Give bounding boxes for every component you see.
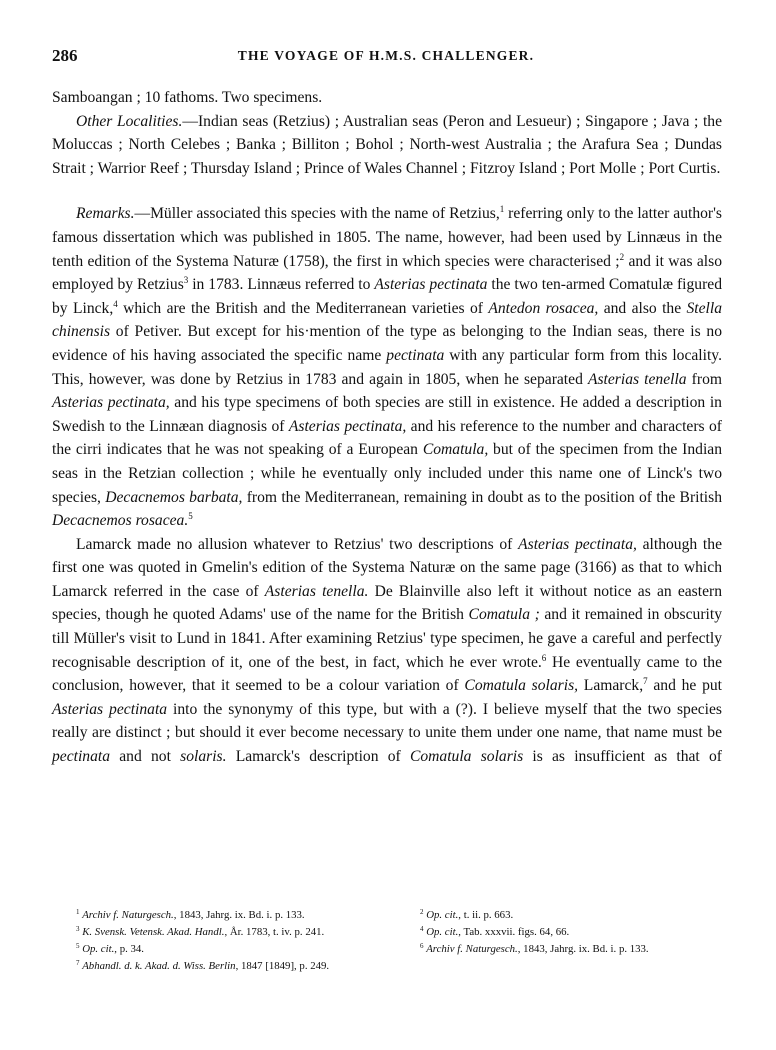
paragraph-gap <box>52 180 722 202</box>
footnote: $^4$ Op. cit., Tab. xxxvii. figs. 64, 66. <box>420 925 570 938</box>
remarks-label: Remarks. <box>76 205 135 223</box>
footnote: $^5$ Op. cit., p. 34. <box>76 942 144 955</box>
other-localities-paragraph: Other Localities.—Indian seas (Retzius) ; Australian seas (Peron and Lesueur) ; Singapore ; Java ; the Moluccas ; North Celebes ; Banka ; Billiton ; Bohol ; North-west Australia ; the Arafura Sea ; Dundas Strait ; Warrior Reef ; Thursday Island ; Prince of Wales Channel ; Fitzroy Island ; Port Molle ; Port Curtis. <box>52 112 722 177</box>
page-header <box>52 46 720 70</box>
footnote-row <box>76 941 736 958</box>
footnote: $^7$ Abhandl. d. k. Akad. d. Wiss. Berlin, 1847 [1849], p. 249. <box>76 959 330 972</box>
localities-line: Samboangan ; 10 fathoms. Two specimens. <box>52 89 323 106</box>
footnote: $^3$ K. Svensk. Vetensk. Akad. Handl., År. 1783, t. iv. p. 241. <box>76 925 325 938</box>
footnote-row <box>76 924 736 941</box>
footnote: $^2$ Op. cit., t. ii. p. 663. <box>420 908 514 921</box>
footnote-ref: 4 <box>113 298 118 309</box>
page-number: 286 <box>52 46 78 65</box>
other-localities-label: Other Localities. <box>76 112 183 130</box>
footnote-row <box>76 958 736 975</box>
footnote: $^6$ Archiv f. Naturgesch., 1843, Jahrg. ix. Bd. i. p. 133. <box>420 942 649 955</box>
footnote-ref: 7 <box>643 676 648 687</box>
footnote-ref: 1 <box>499 204 505 215</box>
footnote-row <box>76 907 736 924</box>
footnote: $^1$ Archiv f. Naturgesch., 1843, Jahrg. ix. Bd. i. p. 133. <box>76 908 305 921</box>
remarks-paragraph: Remarks.—Müller associated this species with the name of Retzius,$^1$ referring only to the latter author's famous dissertation which was published in 1805. The name, however, had been used by Linnæus in the tenth edition of the Systema Naturæ (1758), the first in which species were characterised ;$^2$ and it was also employed by Retzius$^3$ in 1783. Linnæus referred to Asterias pectinata the two ten-armed Comatulæ figured by Linck,$^4$ which are the British and the Mediterranean varieties of Antedon rosacea, and also the Stella chinensis of Petiver. But except for his·mention of the type as belonging to the Indian seas, there is no evidence of his having associated the specific name pectinata with any particular form from this locality. This, however, was done by Retzius in 1783 and again in 1805, when he separated Asterias tenella from Asterias pectinata, and his type specimens of both species are still in existence. He added a description in Swedish to the Linnæan diagnosis of Asterias pectinata, and his reference to the number and characters of the cirri indicates that he was not speaking of a European Comatula, but of the specimen from the Indian seas in the Retzian collection ; while he eventually only included under this name one of Linck's two species, Decacnemos barbata, from the Mediterranean, remaining in doubt as to the position of the British Decacnemos rosacea.$^5$ <box>52 204 723 530</box>
footnotes <box>76 907 736 975</box>
footnote-ref: 5 <box>188 511 193 522</box>
footnote-ref: 2 <box>619 251 625 262</box>
main-text <box>52 86 722 769</box>
footnote-ref: 6 <box>541 652 547 663</box>
running-title: THE VOYAGE OF H.M.S. CHALLENGER. <box>237 48 535 63</box>
lamarck-paragraph: Lamarck made no allusion whatever to Retzius' two descriptions of Asterias pectinata, although the first one was quoted in Gmelin's edition of the Systema Naturæ on the same page (3166) as that to which Lamarck referred in the case of Asterias tenella. De Blainville also left it without notice as an eastern species, though he quoted Adams' use of the name for the British Comatula ; and it remained in obscurity till Müller's visit to Lund in 1841. After examining Retzius' type specimen, he gave a careful and perfectly recognisable description of it, one of the best, in fact, which he ever wrote.$^6$ He eventually came to the conclusion, however, that it seemed to be a colour variation of Comatula solaris, Lamarck,$^7$ and he put Asterias pectinata into the synonymy of this type, but with a (?). I believe myself that the two species really are distinct ; but should it ever become necessary to unite them under one name, that name must be pectinata and not solaris. Lamarck's description of Comatula solaris is as insufficient as that of <box>52 535 722 766</box>
footnote-ref: 3 <box>183 275 189 286</box>
